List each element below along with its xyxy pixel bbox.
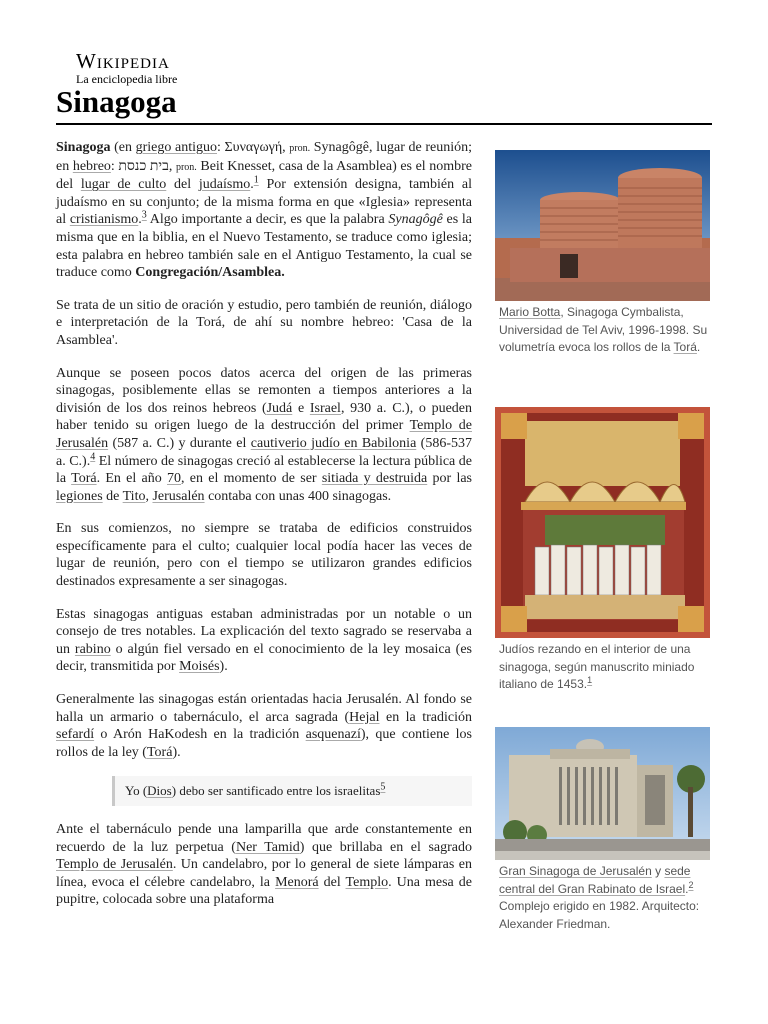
- ref-fig-1[interactable]: 1: [587, 675, 593, 685]
- caption-great-synagogue: Gran Sinagoga de Jerusalén y sede central del Gran Rabinato de Israel.$^2$ Complejo erigido en 1982. Arquitecto: Alexander Friedman.: [499, 864, 700, 931]
- link-rabino[interactable]: rabino: [74, 641, 111, 657]
- link-70[interactable]: 70: [167, 471, 182, 487]
- link-hejal[interactable]: Hejal: [349, 709, 380, 725]
- ref-1[interactable]: 1: [253, 174, 259, 186]
- paragraph-6: Generalmente las sinagogas están orientadas hacia Jerusalén. Al fondo se halla un armario o tabernáculo, el arca sagrada (Hejal en la tradición sefardí o Arón HaKodesh en la tradición asquenazí), que contiene los rollos de la ley (Torá).: [56, 692, 473, 760]
- link-judaismo[interactable]: judaísmo: [198, 177, 251, 193]
- paragraph-5: Estas sinagogas antiguas estaban administradas por un notable o un consejo de tres notables. La explicación del texto sagrado se reservaba a un rabino o algún fiel versado en el conocimiento de la ley mosaica (es decir, transmitida por Moisés).: [56, 606, 473, 675]
- article-body: [56, 139, 472, 924]
- figure-cymbalista: [495, 150, 710, 357]
- image-illuminated-manuscript[interactable]: [495, 407, 710, 638]
- link-ner-tamid[interactable]: Ner Tamid: [235, 839, 300, 855]
- figure-manuscript: [495, 407, 710, 694]
- link-cautiverio[interactable]: cautiverio judío en Babilonia: [250, 435, 417, 451]
- link-lugar-de-culto[interactable]: lugar de culto: [80, 177, 167, 193]
- link-sitiada[interactable]: sitiada y destruida: [321, 471, 428, 487]
- link-tito[interactable]: Tito: [122, 488, 146, 504]
- paragraph-2: Se trata de un sitio de oración y estudio, pero también de reunión, diálogo e interpretación de la Torá, de ahí su nombre hebreo: 'Casa de la Asamblea'.: [56, 297, 472, 348]
- site-tagline: La enciclopedia libre: [76, 72, 178, 86]
- paragraph-3: Aunque se poseen pocos datos acerca del origen de las primeras sinagogas, posiblemente ellas se remonten a tiempos anteriores a la división de los dos reinos hebreos (Judá e Israel, 930 a. C.), o pueden haber tenido su origen luego de la destrucción del primer Templo de Jerusalén (587 a. C.) y durante el cautiverio judío en Babilonia (586-537 a. C.).$^4$ El número de sinagogas creció al establecerse la lectura pública de la Torá. En el año 70, en el momento de ser sitiada y destruida por las legiones de Tito, Jerusalén contaba con unas 400 sinagogas.: [56, 365, 473, 504]
- link-templo-jerusalen-2[interactable]: Templo de Jerusalén: [56, 857, 173, 873]
- paragraph-7: Ante el tabernáculo pende una lamparilla que arde constantemente en recuerdo de la luz perpetua (Ner Tamid) que brillaba en el sagrado Templo de Jerusalén. Un candelabro, por lo general de siete lámparas en línea, evoca el célebre candelabro, la Menorá del Templo. Una mesa de pupitre, colocada sobre una plataforma: [56, 822, 473, 908]
- caption-cymbalista: Mario Botta, Sinagoga Cymbalista, Universidad de Tel Aviv, 1996-1998. Su volumetría evoca los rollos de la Torá.: [499, 305, 708, 354]
- photo-great-synagogue[interactable]: [495, 727, 710, 860]
- link-hebreo[interactable]: hebreo: [72, 158, 111, 174]
- link-menora[interactable]: Menorá: [275, 874, 319, 890]
- caption-manuscript: Judíos rezando en el interior de una sinagoga, según manuscrito miniado italiano de 1453.$^1$: [499, 642, 695, 691]
- link-moises[interactable]: Moisés: [179, 659, 220, 675]
- figure-great-synagogue: [495, 727, 710, 933]
- link-jerusalen[interactable]: Jerusalén: [152, 488, 205, 504]
- link-dios[interactable]: Dios: [147, 783, 172, 799]
- link-tora-2[interactable]: Torá: [146, 744, 173, 760]
- link-israel[interactable]: Israel: [309, 400, 341, 416]
- link-mario-botta[interactable]: Mario Botta: [499, 305, 561, 319]
- link-sede-gran-rabinato[interactable]: sede central del Gran Rabinato de Israel: [499, 864, 691, 896]
- link-tora[interactable]: Torá: [71, 471, 97, 487]
- ref-5[interactable]: 5: [380, 782, 386, 794]
- blockquote: Yo (Dios) debo ser santificado entre los israelitas$^5$: [112, 776, 472, 806]
- link-cristianismo[interactable]: cristianismo: [69, 212, 139, 228]
- ref-4[interactable]: 4: [90, 450, 96, 462]
- ref-3[interactable]: 3: [141, 209, 147, 221]
- bold-term: Sinagoga: [56, 140, 111, 155]
- paragraph-4: En sus comienzos, no siempre se trataba de edificios construidos específicamente para el culto; cualquier local podía hacer las veces de lugar de reunión, pero con el tiempo se utilizaron grandes edificios destinados expresamente a ser sinagogas.: [56, 521, 472, 590]
- ref-fig-2[interactable]: 2: [688, 879, 694, 890]
- site-name: Wikipedia: [76, 49, 170, 73]
- link-tora-caption[interactable]: Torá: [673, 340, 697, 354]
- bold-congregacion: Congregación/Asamblea.: [135, 265, 285, 281]
- title-divider: [56, 123, 712, 125]
- wikipedia-logo[interactable]: [76, 50, 206, 86]
- link-gran-sinagoga[interactable]: Gran Sinagoga de Jerusalén: [499, 864, 652, 878]
- link-templo-jerusalen[interactable]: Templo de Jerusalén: [56, 418, 473, 451]
- photo-cymbalista-synagogue[interactable]: [495, 150, 710, 301]
- link-griego-antiguo[interactable]: griego antiguo: [135, 140, 217, 155]
- link-legiones[interactable]: legiones: [56, 488, 103, 504]
- page-title: Sinagoga: [56, 84, 177, 119]
- link-sefardi[interactable]: sefardí: [56, 727, 95, 743]
- link-asquenazi[interactable]: asquenazí: [305, 727, 361, 743]
- paragraph-intro: Sinagoga (en griego antiguo: Συναγωγή, pron. Synagôgê, lugar de reunión; en hebreo: בית כנסת, pron. Beit Knesset, casa de la Asamblea) es el nombre del lugar de culto del judaísmo.$^1$ Por extensión designa, también al judaísmo en su conjunto; de la misma forma en que «Iglesia» representa al cristianismo.$^3$ Algo importante a decir, es que la palabra Synagôgê es la misma que en la biblia, en el Nuevo Testamento, se traduce como iglesia; esta palabra en hebreo también sale en el Antiguo Testamento, la cual se traduce como Congregación/Asamblea.: [56, 140, 473, 281]
- link-templo[interactable]: Templo: [345, 874, 389, 890]
- link-juda[interactable]: Judá: [266, 400, 293, 416]
